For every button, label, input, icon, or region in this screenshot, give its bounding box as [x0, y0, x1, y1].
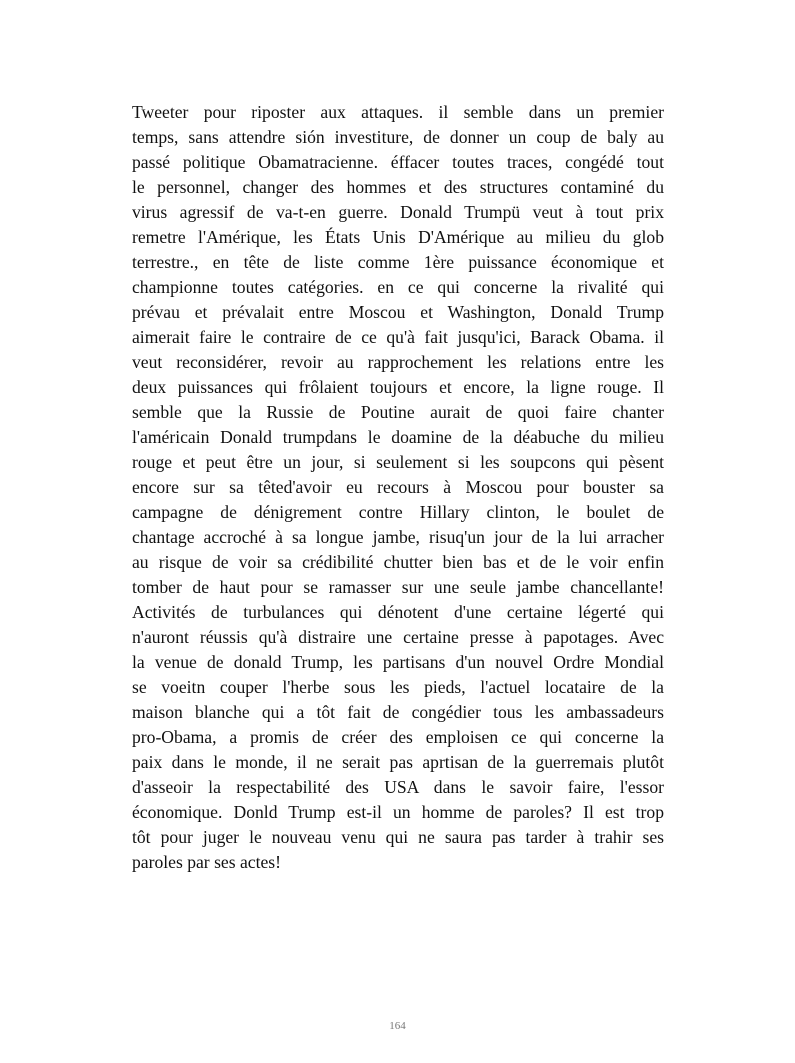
text-line: au risque de voir sa crédibilité chutter bien bas et de le voir enfin [132, 552, 664, 572]
text-line: se voeitn couper l'herbe sous les pieds, l'actuel locataire de la [132, 677, 664, 697]
page-number: 164 [389, 1020, 406, 1032]
text-line: encore sur sa têted'avoir eu recours à Moscou pour bouster sa [132, 477, 664, 497]
text-line: virus agressif de va-t-en guerre. Donald Trumpü veut à tout prix [132, 202, 664, 222]
text-line: n'auront réussis qu'à distraire une certaine presse à papotages. Avec [132, 627, 664, 647]
text-line: économique. Donld Trump est-il un homme de paroles? Il est trop [132, 802, 664, 822]
text-line: le personnel, changer des hommes et des structures contaminé du [132, 177, 664, 197]
text-line: paix dans le monde, il ne serait pas aprtisan de la guerremais plutôt [132, 752, 664, 772]
text-line: Tweeter pour riposter aux attaques. il semble dans un premier [132, 102, 664, 122]
text-line: la venue de donald Trump, les partisans d'un nouvel Ordre Mondial [132, 652, 664, 672]
text-line: campagne de dénigrement contre Hillary clinton, le boulet de [132, 502, 664, 522]
text-line: tôt pour juger le nouveau venu qui ne saura pas tarder à trahir ses [132, 827, 664, 847]
text-line: chantage accroché à sa longue jambe, risuq'un jour de la lui arracher [132, 527, 664, 547]
text-line: terrestre., en tête de liste comme 1ère puissance économique et [132, 252, 664, 272]
text-line: Activités de turbulances qui dénotent d'une certaine légerté qui [132, 602, 664, 622]
text-line: d'asseoir la respectabilité des USA dans le savoir faire, l'essor [132, 777, 664, 797]
text-line: pro-Obama, a promis de créer des emploisen ce qui concerne la [132, 727, 664, 747]
text-line: prévau et prévalait entre Moscou et Washington, Donald Trump [132, 302, 664, 322]
text-line: tomber de haut pour se ramasser sur une seule jambe chancellante! [132, 577, 664, 597]
text-line: semble que la Russie de Poutine aurait de quoi faire chanter [132, 402, 664, 422]
text-line: rouge et peut être un jour, si seulement si les soupcons qui pèsent [132, 452, 664, 472]
text-line: paroles par ses actes! [132, 852, 281, 872]
text-line: championne toutes catégories. en ce qui concerne la rivalité qui [132, 277, 664, 297]
text-line: l'américain Donald trumpdans le doamine de la déabuche du milieu [132, 427, 664, 447]
text-line: maison blanche qui a tôt fait de congédier tous les ambassadeurs [132, 702, 664, 722]
text-line: remetre l'Amérique, les États Unis D'Amérique au milieu du glob [132, 227, 664, 247]
body-text [132, 100, 664, 875]
text-line: deux puissances qui frôlaient toujours et encore, la ligne rouge. Il [132, 377, 664, 397]
text-line: passé politique Obamatracienne. éffacer toutes traces, congédé tout [132, 152, 664, 172]
text-line: temps, sans attendre sión investiture, de donner un coup de baly au [132, 127, 664, 147]
text-line: aimerait faire le contraire de ce qu'à fait jusqu'ici, Barack Obama. il [132, 327, 664, 347]
text-line: veut reconsidérer, revoir au rapprochement les relations entre les [132, 352, 664, 372]
